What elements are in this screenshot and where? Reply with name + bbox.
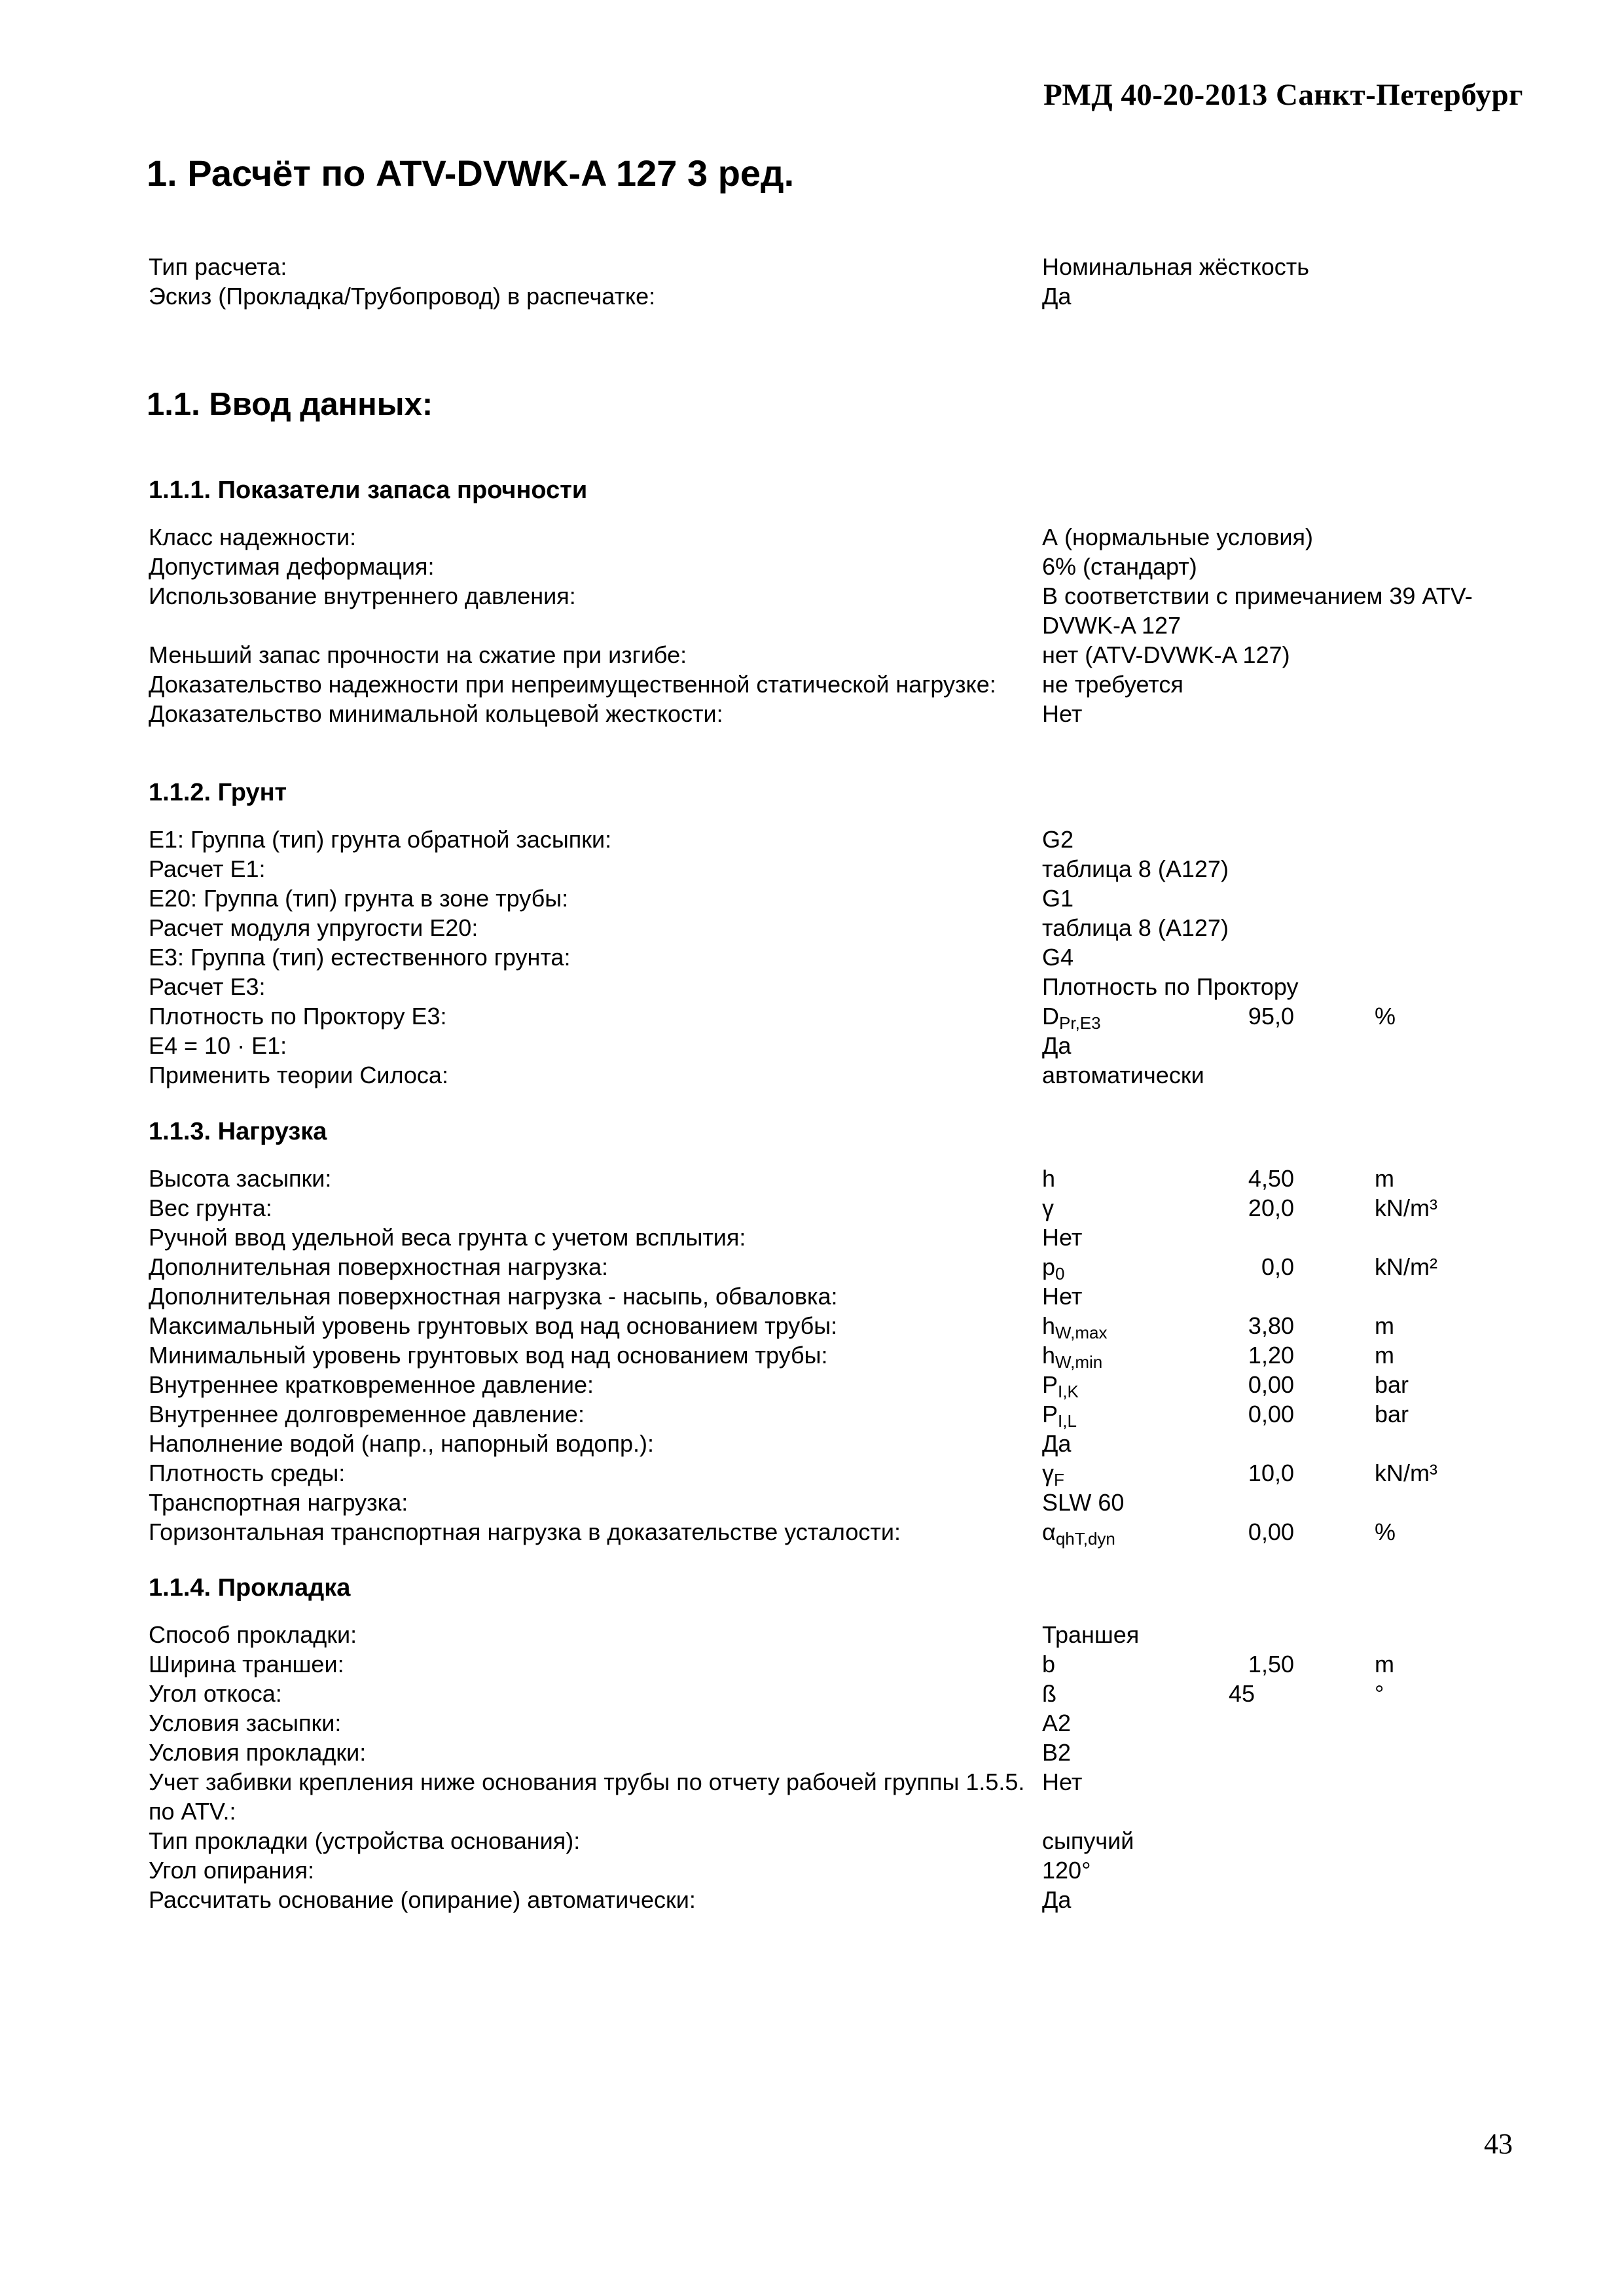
param-label: Доказательство минимальной кольцевой жесткости: bbox=[149, 700, 723, 727]
param-value: 10,0 bbox=[1248, 1460, 1294, 1486]
param-label: Расчет Е3: bbox=[149, 973, 266, 1000]
param-row bbox=[149, 1767, 1510, 1826]
param-value: 1,20 bbox=[1248, 1342, 1294, 1369]
param-value: 0,0 bbox=[1261, 1253, 1294, 1280]
param-row bbox=[149, 1252, 1510, 1282]
param-value: G2 bbox=[1042, 826, 1074, 853]
param-value: 45 bbox=[1228, 1680, 1255, 1707]
param-value: нет (ATV-DVWK-A 127) bbox=[1042, 641, 1290, 668]
param-label: Условия прокладки: bbox=[149, 1739, 367, 1766]
param-row bbox=[149, 1060, 1510, 1090]
setting-label: Эскиз (Прокладка/Трубопровод) в распечатке: bbox=[149, 283, 656, 310]
param-row bbox=[149, 1193, 1510, 1223]
param-row bbox=[149, 1001, 1510, 1031]
param-row bbox=[149, 854, 1510, 884]
param-label: Горизонтальная транспортная нагрузка в доказательстве усталости: bbox=[149, 1518, 901, 1545]
subsection-heading-laying: 1.1.4. Прокладка bbox=[149, 1574, 351, 1602]
param-row bbox=[149, 1679, 1510, 1708]
param-label: Расчет Е1: bbox=[149, 855, 266, 882]
param-label: Дополнительная поверхностная нагрузка - насыпь, обваловка: bbox=[149, 1283, 838, 1310]
param-value: 3,80 bbox=[1248, 1312, 1294, 1339]
param-unit: m bbox=[1375, 1651, 1394, 1677]
param-value: A2 bbox=[1042, 1710, 1072, 1736]
param-label: Плотность среды: bbox=[149, 1460, 346, 1486]
param-value: таблица 8 (А127) bbox=[1042, 914, 1229, 941]
running-head: РМД 40-20-2013 Санкт-Петербург bbox=[1043, 78, 1523, 112]
param-unit: kN/m³ bbox=[1375, 1460, 1437, 1486]
param-row bbox=[149, 1399, 1510, 1429]
setting-value: Номинальная жёсткость bbox=[1042, 253, 1309, 280]
param-symbol: $h_{W,min}$ bbox=[1042, 1342, 1103, 1372]
param-row bbox=[149, 552, 1510, 581]
param-label: Ширина траншеи: bbox=[149, 1651, 344, 1677]
param-symbol: b bbox=[1042, 1651, 1056, 1677]
param-unit: ° bbox=[1375, 1680, 1384, 1707]
param-unit: % bbox=[1375, 1518, 1396, 1545]
param-row bbox=[149, 640, 1510, 670]
param-symbol: $\gamma_F$ bbox=[1042, 1460, 1064, 1490]
param-row bbox=[149, 1826, 1510, 1856]
load-params bbox=[149, 1164, 1510, 1547]
param-row bbox=[149, 1223, 1510, 1252]
param-label: Применить теории Силоса: bbox=[149, 1062, 448, 1088]
param-label: Вес грунта: bbox=[149, 1194, 272, 1221]
param-value: Нет bbox=[1042, 700, 1083, 727]
param-row bbox=[149, 1370, 1510, 1399]
soil-params bbox=[149, 825, 1510, 1090]
param-row bbox=[149, 1031, 1510, 1060]
param-unit: % bbox=[1375, 1003, 1396, 1030]
param-label: Минимальный уровень грунтовых вод над основанием трубы: bbox=[149, 1342, 828, 1369]
param-value: G1 bbox=[1042, 885, 1074, 912]
param-symbol: $D_{Pr,E3}$ bbox=[1042, 1003, 1101, 1033]
param-row bbox=[149, 1340, 1510, 1370]
param-label: Угол откоса: bbox=[149, 1680, 282, 1707]
param-unit: kN/m³ bbox=[1375, 1194, 1437, 1221]
param-value: Да bbox=[1042, 1032, 1072, 1059]
param-value: Плотность по Проктору bbox=[1042, 973, 1299, 1000]
param-row bbox=[149, 942, 1510, 972]
param-unit: m bbox=[1375, 1342, 1394, 1369]
param-label: Условия засыпки: bbox=[149, 1710, 342, 1736]
param-label: Доказательство надежности при непреимущественной статической нагрузке: bbox=[149, 671, 996, 698]
section-heading-1: 1. Расчёт по ATV-DVWK-A 127 3 ред. bbox=[147, 152, 795, 194]
param-value: 0,00 bbox=[1248, 1401, 1294, 1427]
param-label: Дополнительная поверхностная нагрузка: bbox=[149, 1253, 608, 1280]
param-value: 6% (стандарт) bbox=[1042, 553, 1197, 580]
param-row bbox=[149, 1488, 1510, 1517]
param-value: G4 bbox=[1042, 944, 1074, 971]
setting-value: Да bbox=[1042, 283, 1072, 310]
param-row bbox=[149, 825, 1510, 854]
param-row bbox=[149, 884, 1510, 913]
param-row bbox=[149, 972, 1510, 1001]
param-value: Траншея bbox=[1042, 1621, 1140, 1648]
param-row bbox=[149, 1164, 1510, 1193]
setting-label: Тип расчета: bbox=[149, 253, 287, 280]
setting-row bbox=[149, 252, 1510, 281]
param-row bbox=[149, 1708, 1510, 1738]
param-row bbox=[149, 1620, 1510, 1649]
param-value: B2 bbox=[1042, 1739, 1072, 1766]
param-row bbox=[149, 581, 1510, 640]
param-label: Ручной ввод удельной веса грунта с учетом всплытия: bbox=[149, 1224, 746, 1251]
param-label: Транспортная нагрузка: bbox=[149, 1489, 408, 1516]
param-row bbox=[149, 522, 1510, 552]
param-row bbox=[149, 1282, 1510, 1311]
param-label: Тип прокладки (устройства основания): bbox=[149, 1827, 581, 1854]
subsection-heading-safety: 1.1.1. Показатели запаса прочности bbox=[149, 476, 588, 504]
param-value: Да bbox=[1042, 1886, 1072, 1913]
param-value: Нет bbox=[1042, 1224, 1083, 1251]
param-value: автоматически bbox=[1042, 1062, 1204, 1088]
param-value: 20,0 bbox=[1248, 1194, 1294, 1221]
param-label: Высота засыпки: bbox=[149, 1165, 332, 1192]
param-unit: kN/m² bbox=[1375, 1253, 1437, 1280]
param-label: Е4 = 10 · Е1: bbox=[149, 1032, 287, 1059]
param-value: 120° bbox=[1042, 1857, 1091, 1884]
param-symbol: $P_{I,K}$ bbox=[1042, 1371, 1079, 1401]
param-label: Е20: Группа (тип) грунта в зоне трубы: bbox=[149, 885, 569, 912]
param-symbol: ß bbox=[1042, 1680, 1056, 1707]
calc-settings bbox=[149, 252, 1510, 311]
param-value: 1,50 bbox=[1248, 1651, 1294, 1677]
param-row bbox=[149, 1311, 1510, 1340]
param-row bbox=[149, 699, 1510, 728]
param-label: Способ прокладки: bbox=[149, 1621, 357, 1648]
param-symbol: $P_{I,L}$ bbox=[1042, 1401, 1077, 1431]
param-symbol: γ bbox=[1042, 1194, 1054, 1221]
param-value: 0,00 bbox=[1248, 1518, 1294, 1545]
param-label: Меньший запас прочности на сжатие при изгибе: bbox=[149, 641, 687, 668]
param-row bbox=[149, 1458, 1510, 1488]
param-value: Да bbox=[1042, 1430, 1072, 1457]
param-label: Класс надежности: bbox=[149, 524, 357, 550]
param-label: Рассчитать основание (опирание) автоматически: bbox=[149, 1886, 696, 1913]
param-value: А (нормальные условия) bbox=[1042, 524, 1313, 550]
param-symbol: $h_{W,max}$ bbox=[1042, 1312, 1108, 1342]
laying-params bbox=[149, 1620, 1510, 1914]
param-row bbox=[149, 1856, 1510, 1885]
param-row bbox=[149, 670, 1510, 699]
param-label: Использование внутреннего давления: bbox=[149, 583, 576, 609]
param-label: Учет забивки крепления ниже основания трубы по отчету рабочей группы 1.5.5. по ATV.: bbox=[149, 1768, 1025, 1825]
param-label: Наполнение водой (напр., напорный водопр.): bbox=[149, 1430, 654, 1457]
param-value: 4,50 bbox=[1248, 1165, 1294, 1192]
param-unit: bar bbox=[1375, 1401, 1409, 1427]
param-label: Е1: Группа (тип) грунта обратной засыпки: bbox=[149, 826, 612, 853]
setting-row bbox=[149, 281, 1510, 311]
param-value: 0,00 bbox=[1248, 1371, 1294, 1398]
section-heading-2: 1.1. Ввод данных: bbox=[147, 387, 433, 422]
param-label: Максимальный уровень грунтовых вод над основанием трубы: bbox=[149, 1312, 838, 1339]
param-row bbox=[149, 1429, 1510, 1458]
safety-params bbox=[149, 522, 1510, 728]
param-value: не требуется bbox=[1042, 671, 1183, 698]
page-number: 43 bbox=[1484, 2128, 1513, 2160]
param-value: Нет bbox=[1042, 1283, 1083, 1310]
param-unit: m bbox=[1375, 1312, 1394, 1339]
param-label: Внутреннее кратковременное давление: bbox=[149, 1371, 594, 1398]
param-label: Плотность по Проктору Е3: bbox=[149, 1003, 447, 1030]
param-value: сыпучий bbox=[1042, 1827, 1134, 1854]
param-label: Е3: Группа (тип) естественного грунта: bbox=[149, 944, 571, 971]
param-unit: m bbox=[1375, 1165, 1394, 1192]
param-label: Расчет модуля упругости Е20: bbox=[149, 914, 478, 941]
subsection-heading-load: 1.1.3. Нагрузка bbox=[149, 1118, 327, 1145]
param-row bbox=[149, 1738, 1510, 1767]
param-value: 95,0 bbox=[1248, 1003, 1294, 1030]
param-row bbox=[149, 913, 1510, 942]
param-value: таблица 8 (А127) bbox=[1042, 855, 1229, 882]
param-row bbox=[149, 1885, 1510, 1914]
param-symbol: $\alpha_{qhT,dyn}$ bbox=[1042, 1518, 1115, 1549]
param-label: Внутреннее долговременное давление: bbox=[149, 1401, 585, 1427]
param-label: Угол опирания: bbox=[149, 1857, 314, 1884]
param-symbol: $p_0$ bbox=[1042, 1253, 1065, 1283]
param-value: В соответствии с примечанием 39 ATV-DVWK-A 127 bbox=[1042, 583, 1473, 639]
param-symbol: h bbox=[1042, 1165, 1056, 1192]
param-value: SLW 60 bbox=[1042, 1489, 1125, 1516]
param-row bbox=[149, 1649, 1510, 1679]
param-row bbox=[149, 1517, 1510, 1547]
param-unit: bar bbox=[1375, 1371, 1409, 1398]
subsection-heading-soil: 1.1.2. Грунт bbox=[149, 779, 287, 806]
param-label: Допустимая деформация: bbox=[149, 553, 435, 580]
param-value: Нет bbox=[1042, 1768, 1083, 1795]
